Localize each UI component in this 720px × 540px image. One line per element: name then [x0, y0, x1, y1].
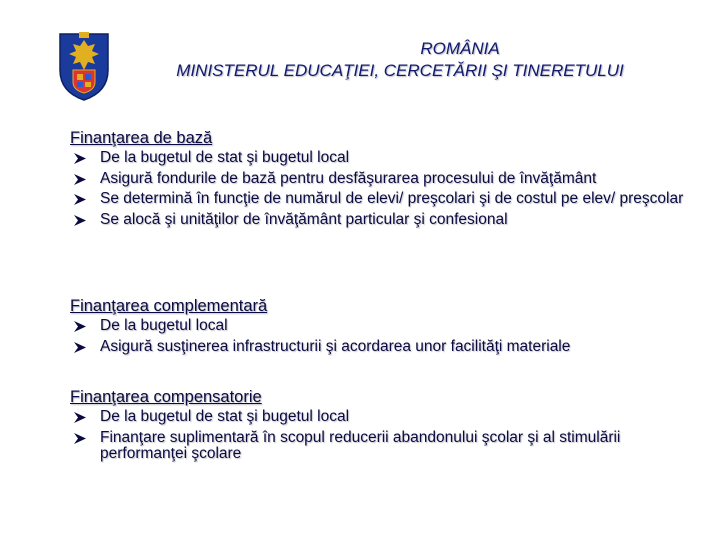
list-item-text: Se alocă şi unităţilor de învăţământ particular şi confesional — [100, 210, 508, 228]
list-item-text: Se determină în funcţie de numărul de elevi/ preşcolari şi de costul pe elev/ preşcolar — [100, 190, 684, 207]
list-item-text: De la bugetul de stat şi bugetul local — [100, 149, 350, 166]
section-basic-funding — [70, 128, 690, 232]
list-item — [70, 430, 690, 463]
arrow-bullet-icon — [73, 320, 87, 333]
list-item — [70, 150, 690, 167]
bullet-list — [70, 150, 690, 228]
section-title: Finanţarea compensatorie — [70, 388, 262, 406]
arrow-bullet-icon — [73, 193, 87, 206]
section-title: Finanţarea complementară — [70, 297, 268, 315]
arrow-bullet-icon — [73, 173, 87, 186]
section-complementary-funding — [70, 296, 690, 359]
arrow-bullet-icon — [73, 432, 87, 445]
list-item — [70, 171, 690, 188]
list-item — [70, 191, 690, 208]
list-item-text: Finanţare suplimentară în scopul reducerii abandonului şcolar şi al stimulării performanţei şcolare — [100, 428, 621, 462]
bullet-list — [70, 409, 690, 463]
list-item-text: De la bugetul de stat şi bugetul local — [100, 408, 350, 425]
section-title: Finanţarea de bază — [70, 129, 213, 147]
page-header — [120, 38, 680, 82]
list-item — [70, 318, 690, 335]
list-item — [70, 339, 690, 356]
arrow-bullet-icon — [73, 411, 87, 424]
bullet-list — [70, 318, 690, 355]
arrow-bullet-icon — [73, 214, 87, 227]
list-item-text: Asigură susţinerea infrastructurii şi acordarea unor facilităţi materiale — [100, 337, 571, 355]
arrow-bullet-icon — [73, 341, 87, 354]
coat-of-arms-icon — [57, 30, 111, 102]
list-item-text: De la bugetul local — [100, 317, 228, 334]
list-item-text: Asigură fondurile de bază pentru desfăşurarea procesului de învăţământ — [100, 169, 597, 187]
header-ministry: MINISTERUL EDUCAŢIEI, CERCETĂRII ŞI TINERETULUI — [176, 61, 624, 80]
arrow-bullet-icon — [73, 152, 87, 165]
list-item — [70, 212, 690, 229]
header-country: ROMÂNIA — [420, 39, 500, 58]
section-compensatory-funding — [70, 387, 690, 467]
list-item — [70, 409, 690, 426]
